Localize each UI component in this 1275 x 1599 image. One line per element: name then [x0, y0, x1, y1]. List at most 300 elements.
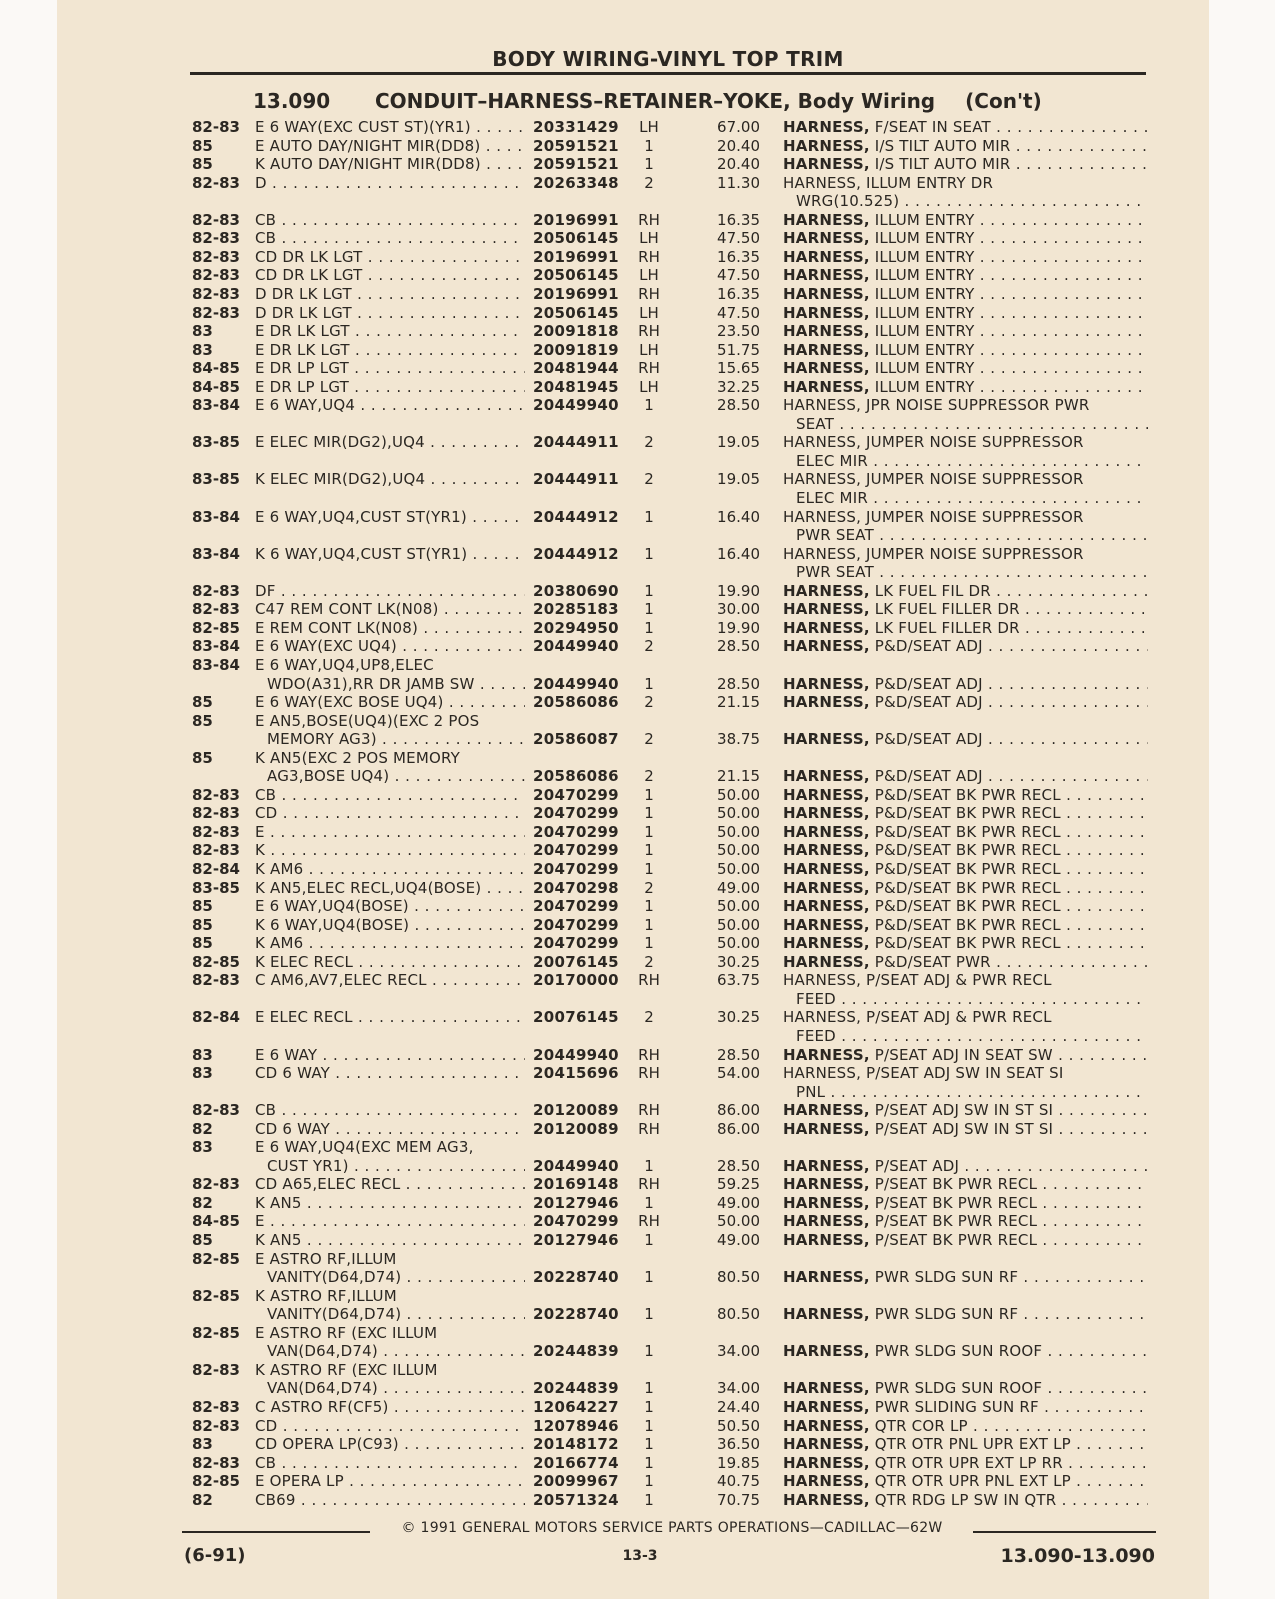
- description-text: HARNESS, P&D/SEAT ADJ . . .: [783, 730, 1148, 749]
- price: 21.15: [717, 767, 760, 786]
- model-code: [255, 1175, 525, 1194]
- description: [783, 1157, 1148, 1176]
- table-row: [0, 285, 1275, 304]
- model-code: [255, 137, 525, 156]
- description: [783, 1398, 1148, 1417]
- part-number: 20449940: [533, 1156, 619, 1175]
- price: 24.40: [717, 1397, 760, 1416]
- table-row: [0, 1287, 1275, 1306]
- description: [783, 879, 1148, 898]
- model-code: [255, 248, 525, 267]
- model-code-text: CD A65,ELEC RECL . . .: [255, 1175, 525, 1194]
- part-number: 20586087: [533, 730, 619, 749]
- harness-prefix: HARNESS,: [783, 266, 870, 285]
- model-code-text: D DR LK LGT . . .: [255, 304, 525, 323]
- description-text: HARNESS, P&D/SEAT ADJ . . .: [783, 767, 1148, 786]
- year-range: 82-85: [192, 1286, 240, 1305]
- model-code-text: CB . . .: [255, 229, 525, 248]
- model-code-text: E OPERA LP . . .: [255, 1472, 525, 1491]
- table-row: [0, 823, 1275, 842]
- description: HARNESS, JUMPER NOISE SUPPRESSOR: [783, 507, 1084, 526]
- model-code-text: E 6 WAY(EXC CUST ST)(YR1) . . .: [255, 118, 525, 137]
- quantity: LH: [639, 340, 659, 359]
- table-row: [0, 137, 1275, 156]
- quantity: RH: [638, 1175, 660, 1194]
- part-number: 20506145: [533, 266, 619, 285]
- description: [783, 934, 1148, 953]
- description: [783, 1417, 1148, 1436]
- harness-prefix: HARNESS,: [783, 1435, 870, 1454]
- harness-prefix: HARNESS,: [783, 340, 870, 359]
- year-range: 82-85: [192, 1472, 240, 1491]
- description-text: HARNESS, ILLUM ENTRY . . .: [783, 304, 1148, 323]
- description-text: HARNESS, P&D/SEAT BK PWR RECL . . .: [783, 804, 1148, 823]
- quantity: RH: [638, 322, 660, 341]
- model-code-text: E . . .: [255, 823, 525, 842]
- model-code-text: CD . . .: [255, 804, 525, 823]
- model-code: [267, 1305, 525, 1324]
- quantity: LH: [639, 303, 659, 322]
- harness-prefix: HARNESS,: [783, 637, 870, 656]
- table-row: [0, 322, 1275, 341]
- year-range: 82-83: [192, 971, 240, 990]
- part-number: 20449940: [533, 396, 619, 415]
- description: [783, 211, 1148, 230]
- part-number: 20444911: [533, 470, 619, 489]
- quantity: 1: [644, 674, 654, 693]
- table-row: [0, 860, 1275, 879]
- description-text: HARNESS, I/S TILT AUTO MIR . . .: [783, 137, 1148, 156]
- harness-prefix: HARNESS,: [783, 934, 870, 953]
- year-range: 85: [192, 1231, 213, 1249]
- part-number: 20591521: [533, 155, 619, 174]
- quantity: 2: [644, 693, 654, 712]
- model-code: E AN5,BOSE(UQ4)(EXC 2 POS: [255, 711, 480, 730]
- quantity: 1: [644, 507, 654, 526]
- description: HARNESS, P/SEAT ADJ & PWR RECL: [783, 1008, 1052, 1027]
- year-range: 83-84: [192, 396, 240, 415]
- description-text: ELEC MIR . . .: [796, 489, 1148, 508]
- description-text: HARNESS, P&D/SEAT ADJ . . .: [783, 675, 1148, 694]
- price: 28.50: [717, 674, 760, 693]
- description-text: HARNESS, PWR SLDG SUN RF . . .: [783, 1305, 1148, 1324]
- description-text: HARNESS, ILLUM ENTRY . . .: [783, 378, 1148, 397]
- model-code: [255, 1472, 525, 1491]
- table-row: [0, 1435, 1275, 1454]
- harness-prefix: HARNESS,: [783, 730, 870, 749]
- model-code-text: CUST YR1) . . .: [267, 1157, 525, 1176]
- description-text: HARNESS, F/SEAT IN SEAT . . .: [783, 118, 1148, 137]
- description-text: HARNESS, PWR SLIDING SUN RF . . .: [783, 1398, 1148, 1417]
- description: [783, 582, 1148, 601]
- model-code-text: WDO(A31),RR DR JAMB SW . . .: [267, 675, 525, 694]
- part-number: 20244839: [533, 1342, 619, 1361]
- description-text: HARNESS, P&D/SEAT BK PWR RECL . . .: [783, 897, 1148, 916]
- harness-prefix: HARNESS,: [783, 1397, 870, 1416]
- price: 28.50: [717, 1156, 760, 1175]
- description: [783, 285, 1148, 304]
- harness-prefix: HARNESS,: [783, 284, 870, 303]
- harness-prefix: HARNESS,: [783, 785, 870, 804]
- part-number: 20244839: [533, 1379, 619, 1398]
- description-text: HARNESS, P/SEAT BK PWR RECL . . .: [783, 1175, 1148, 1194]
- model-code-text: D . . .: [255, 174, 525, 193]
- table-row: [0, 1379, 1275, 1398]
- model-code: [255, 1194, 525, 1213]
- price: 50.00: [717, 841, 760, 860]
- harness-prefix: HARNESS,: [783, 210, 870, 229]
- description-text: HARNESS, P&D/SEAT BK PWR RECL . . .: [783, 786, 1148, 805]
- quantity: RH: [638, 1119, 660, 1138]
- model-code-text: K ELEC RECL . . .: [255, 953, 525, 972]
- quantity: 1: [644, 1490, 654, 1509]
- description-text: HARNESS, QTR COR LP . . .: [783, 1417, 1148, 1436]
- model-code-text: E AUTO DAY/NIGHT MIR(DD8) . . .: [255, 137, 525, 156]
- description-text: HARNESS, ILLUM ENTRY . . .: [783, 285, 1148, 304]
- table-row: [0, 656, 1275, 675]
- harness-prefix: HARNESS,: [783, 897, 870, 916]
- model-code: [267, 1342, 525, 1361]
- model-code-text: E 6 WAY . . .: [255, 1046, 525, 1065]
- model-code: [267, 1268, 525, 1287]
- section-title: CONDUIT–HARNESS–RETAINER–YOKE, Body Wiring: [375, 89, 936, 113]
- harness-prefix: HARNESS,: [783, 1379, 870, 1398]
- table-row: [0, 712, 1275, 731]
- table-row: [0, 582, 1275, 601]
- year-range: 83: [192, 1435, 213, 1454]
- description: [783, 860, 1148, 879]
- quantity: 2: [644, 470, 654, 489]
- year-range: 82-85: [192, 952, 240, 971]
- table-row: [0, 1157, 1275, 1176]
- table-row: [0, 730, 1275, 749]
- table-row: [0, 433, 1275, 452]
- description: [796, 1027, 1148, 1046]
- model-code-text: CD DR LK LGT . . .: [255, 248, 525, 267]
- table-row: [0, 118, 1275, 137]
- part-number: 20228740: [533, 1305, 619, 1324]
- quantity: 1: [644, 1472, 654, 1491]
- table-row: [0, 637, 1275, 656]
- price: 47.50: [717, 303, 760, 322]
- model-code-text: E 6 WAY(EXC BOSE UQ4) . . .: [255, 693, 525, 712]
- price: 70.75: [717, 1490, 760, 1509]
- harness-prefix: HARNESS,: [783, 581, 870, 600]
- description: [796, 489, 1148, 508]
- year-range: 82-83: [192, 266, 240, 285]
- part-number: 20196991: [533, 210, 619, 229]
- price: 11.30: [717, 173, 760, 192]
- part-number: 12064227: [533, 1397, 619, 1416]
- description: [783, 341, 1148, 360]
- description-text: FEED . . .: [796, 1027, 1148, 1046]
- part-number: 20571324: [533, 1490, 619, 1509]
- description-text: HARNESS, ILLUM ENTRY . . .: [783, 266, 1148, 285]
- year-range: 83-84: [192, 544, 240, 563]
- table-row: [0, 341, 1275, 360]
- description-text: HARNESS, QTR RDG LP SW IN QTR . . .: [783, 1491, 1148, 1510]
- harness-prefix: HARNESS,: [783, 1472, 870, 1491]
- price: 19.90: [717, 581, 760, 600]
- harness-prefix: HARNESS,: [783, 1490, 870, 1509]
- description: [783, 1491, 1148, 1510]
- quantity: 2: [644, 1008, 654, 1027]
- description-text: HARNESS, QTR OTR PNL UPR EXT LP . . .: [783, 1435, 1148, 1454]
- header-rule: [190, 72, 1146, 75]
- model-code: [255, 470, 525, 489]
- model-code: K ASTRO RF,ILLUM: [255, 1286, 397, 1305]
- price: 16.40: [717, 507, 760, 526]
- description-text: HARNESS, ILLUM ENTRY . . .: [783, 229, 1148, 248]
- year-range: 82-83: [192, 1453, 240, 1472]
- price: 30.00: [717, 600, 760, 619]
- model-code: [255, 155, 525, 174]
- year-range: 82-83: [192, 173, 240, 192]
- year-range: 85: [192, 748, 213, 767]
- model-code-text: K AM6 . . .: [255, 934, 525, 953]
- harness-prefix: HARNESS,: [783, 1305, 870, 1324]
- price: 59.25: [717, 1175, 760, 1194]
- model-code: [255, 823, 525, 842]
- description: [783, 155, 1148, 174]
- price: 28.50: [717, 637, 760, 656]
- year-range: 83: [192, 1138, 213, 1157]
- model-code-text: CD DR LK LGT . . .: [255, 266, 525, 285]
- section-number: 13.090: [253, 89, 331, 113]
- model-code-text: K AN5 . . .: [255, 1194, 525, 1213]
- table-row: [0, 211, 1275, 230]
- model-code: [255, 1491, 525, 1510]
- part-number: 12078946: [533, 1416, 619, 1435]
- quantity: 2: [644, 730, 654, 749]
- price: 50.00: [717, 1212, 760, 1231]
- quantity: 2: [644, 767, 654, 786]
- description: [783, 1435, 1148, 1454]
- description: [796, 452, 1148, 471]
- model-code: [255, 341, 525, 360]
- quantity: 1: [644, 934, 654, 953]
- model-code-text: K AUTO DAY/NIGHT MIR(DD8) . . .: [255, 155, 525, 174]
- price: 47.50: [717, 266, 760, 285]
- year-range: 82-83: [192, 841, 240, 860]
- model-code-text: CD OPERA LP(C93) . . .: [255, 1435, 525, 1454]
- model-code: [255, 1008, 525, 1027]
- model-code: [255, 786, 525, 805]
- year-range: 83-84: [192, 655, 240, 674]
- model-code: [255, 841, 525, 860]
- quantity: RH: [638, 1045, 660, 1064]
- model-code: [255, 1064, 525, 1083]
- price: 54.00: [717, 1064, 760, 1083]
- year-range: 82-83: [192, 118, 240, 136]
- price: 20.40: [717, 136, 760, 155]
- quantity: 1: [644, 1305, 654, 1324]
- model-code-text: VANITY(D64,D74) . . .: [267, 1305, 525, 1324]
- description: [783, 248, 1148, 267]
- model-code-text: K AN5 . . .: [255, 1231, 525, 1250]
- model-code: [255, 1435, 525, 1454]
- harness-prefix: HARNESS,: [783, 1342, 870, 1361]
- year-range: 83-84: [192, 507, 240, 526]
- model-code-text: CB . . .: [255, 1101, 525, 1120]
- table-row: [0, 304, 1275, 323]
- quantity: 1: [644, 1453, 654, 1472]
- part-number: 20449940: [533, 674, 619, 693]
- table-row: [0, 174, 1275, 193]
- table-row: [0, 1175, 1275, 1194]
- table-row: [0, 545, 1275, 564]
- description: [783, 304, 1148, 323]
- harness-prefix: HARNESS,: [783, 860, 870, 878]
- model-code: [255, 934, 525, 953]
- quantity: 1: [644, 155, 654, 174]
- harness-prefix: HARNESS,: [783, 1268, 870, 1287]
- description-text: HARNESS, P/SEAT ADJ . . .: [783, 1157, 1148, 1176]
- description-text: HARNESS, PWR SLDG SUN ROOF . . .: [783, 1379, 1148, 1398]
- description: [783, 378, 1148, 397]
- model-code-text: K 6 WAY,UQ4,CUST ST(YR1) . . .: [255, 545, 525, 564]
- description: [783, 767, 1148, 786]
- year-range: 83-84: [192, 637, 240, 656]
- part-number: 20415696: [533, 1064, 619, 1083]
- model-code: [255, 266, 525, 285]
- quantity: 2: [644, 637, 654, 656]
- year-range: 83-85: [192, 433, 240, 452]
- part-number: 20470299: [533, 897, 619, 916]
- description: [783, 1305, 1148, 1324]
- description: [783, 619, 1148, 638]
- model-code-text: C ASTRO RF(CF5) . . .: [255, 1398, 525, 1417]
- harness-prefix: HARNESS,: [783, 118, 870, 136]
- description-text: HARNESS, P/SEAT ADJ IN SEAT SW . . .: [783, 1046, 1148, 1065]
- model-code: [255, 860, 525, 879]
- harness-prefix: HARNESS,: [783, 1453, 870, 1472]
- model-code: E 6 WAY,UQ4,UP8,ELEC: [255, 655, 434, 674]
- quantity: 1: [644, 600, 654, 619]
- description-text: FEED . . .: [796, 990, 1148, 1009]
- model-code: [255, 637, 525, 656]
- description: [783, 600, 1148, 619]
- description-text: ELEC MIR . . .: [796, 452, 1148, 471]
- year-range: 82-83: [192, 822, 240, 841]
- description-text: HARNESS, P&D/SEAT BK PWR RECL . . .: [783, 879, 1148, 898]
- price: 34.00: [717, 1379, 760, 1398]
- table-row: [0, 563, 1275, 582]
- description: [783, 1379, 1148, 1398]
- year-range: 82-83: [192, 229, 240, 248]
- description: HARNESS, ILLUM ENTRY DR: [783, 173, 994, 192]
- year-range: 82-83: [192, 1175, 240, 1194]
- year-range: 85: [192, 693, 213, 712]
- table-row: [0, 1194, 1275, 1213]
- quantity: RH: [638, 1101, 660, 1120]
- harness-prefix: HARNESS,: [783, 247, 870, 266]
- quantity: 1: [644, 1397, 654, 1416]
- quantity: 1: [644, 581, 654, 600]
- price: 40.75: [717, 1472, 760, 1491]
- description: [783, 1231, 1148, 1250]
- price: 63.75: [717, 971, 760, 990]
- part-number: 20076145: [533, 1008, 619, 1027]
- quantity: RH: [638, 247, 660, 266]
- description-text: HARNESS, P&D/SEAT PWR . . .: [783, 953, 1148, 972]
- harness-prefix: HARNESS,: [783, 1175, 870, 1194]
- model-code: [267, 730, 525, 749]
- model-code-text: CB . . .: [255, 786, 525, 805]
- year-range: 85: [192, 136, 213, 155]
- part-number: 20591521: [533, 136, 619, 155]
- table-row: [0, 675, 1275, 694]
- harness-prefix: HARNESS,: [783, 1416, 870, 1435]
- harness-prefix: HARNESS,: [783, 878, 870, 897]
- description-text: HARNESS, I/S TILT AUTO MIR . . .: [783, 155, 1148, 174]
- price: 30.25: [717, 1008, 760, 1027]
- model-code: [255, 1120, 525, 1139]
- description-text: HARNESS, P&D/SEAT BK PWR RECL . . .: [783, 841, 1148, 860]
- price: 50.00: [717, 804, 760, 823]
- price: 49.00: [717, 1193, 760, 1212]
- price: 16.35: [717, 210, 760, 229]
- description-text: WRG(10.525) . . .: [796, 192, 1148, 211]
- year-range: 83-85: [192, 878, 240, 897]
- table-row: [0, 526, 1275, 545]
- harness-prefix: HARNESS,: [783, 377, 870, 396]
- table-row: [0, 1064, 1275, 1083]
- part-number: 20099967: [533, 1472, 619, 1491]
- part-number: 20120089: [533, 1119, 619, 1138]
- harness-prefix: HARNESS,: [783, 804, 870, 823]
- model-code-text: CD 6 WAY . . .: [255, 1064, 525, 1083]
- part-number: 20091819: [533, 340, 619, 359]
- price: 80.50: [717, 1268, 760, 1287]
- quantity: LH: [639, 266, 659, 285]
- price: 86.00: [717, 1119, 760, 1138]
- price: 16.35: [717, 284, 760, 303]
- model-code: [255, 545, 525, 564]
- price: 30.25: [717, 952, 760, 971]
- quantity: 1: [644, 1231, 654, 1249]
- table-row: [0, 396, 1275, 415]
- table-row: [0, 155, 1275, 174]
- price: 51.75: [717, 340, 760, 359]
- table-row: [0, 1342, 1275, 1361]
- description: [796, 563, 1148, 582]
- model-code: [267, 1157, 525, 1176]
- table-row: [0, 359, 1275, 378]
- part-number: 20586086: [533, 767, 619, 786]
- table-row: [0, 971, 1275, 990]
- model-code: [255, 879, 525, 898]
- model-code: [255, 600, 525, 619]
- model-code: [255, 1231, 525, 1250]
- description-text: HARNESS, ILLUM ENTRY . . .: [783, 322, 1148, 341]
- description-text: PWR SEAT . . .: [796, 563, 1148, 582]
- table-row: [0, 1008, 1275, 1027]
- part-number: 20586086: [533, 693, 619, 712]
- quantity: 1: [644, 1379, 654, 1398]
- harness-prefix: HARNESS,: [783, 359, 870, 378]
- model-code-text: E 6 WAY,UQ4 . . .: [255, 396, 525, 415]
- harness-prefix: HARNESS,: [783, 841, 870, 860]
- year-range: 82-83: [192, 600, 240, 619]
- year-range: 83-85: [192, 470, 240, 489]
- table-row: [0, 804, 1275, 823]
- model-code: [255, 582, 525, 601]
- year-range: 84-85: [192, 1212, 240, 1231]
- table-row: [0, 1454, 1275, 1473]
- model-code-text: CB . . .: [255, 211, 525, 230]
- quantity: 1: [644, 897, 654, 916]
